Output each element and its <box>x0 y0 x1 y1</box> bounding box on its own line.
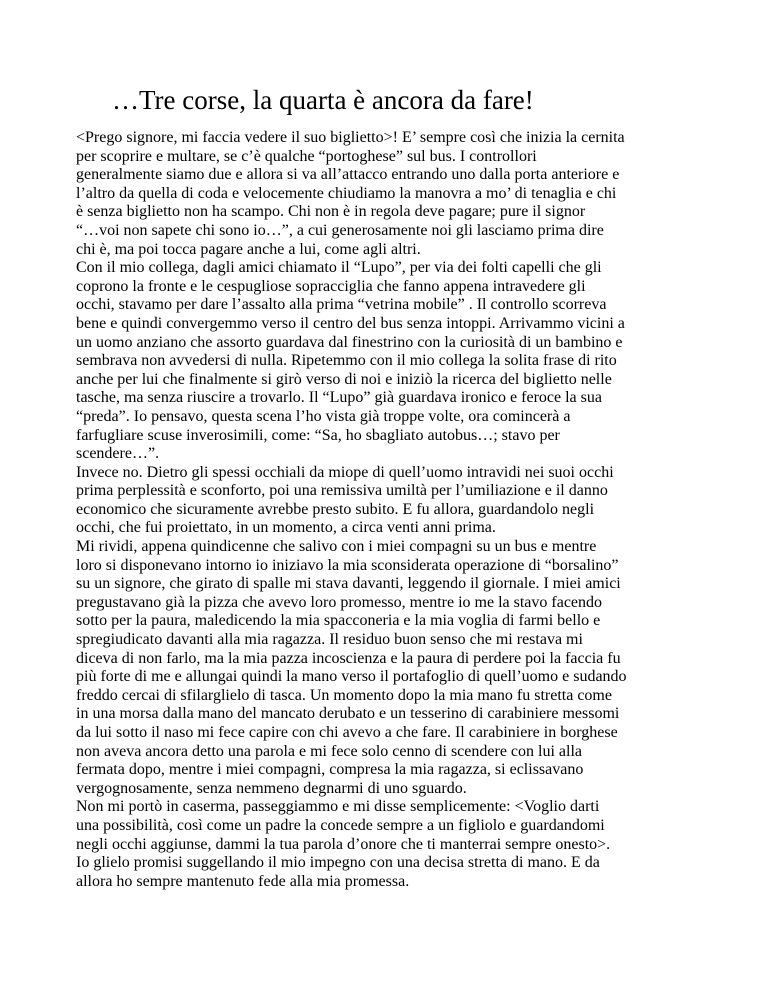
text-line: Non mi portò in caserma, passeggiammo e mi disse semplicemente: <Voglio darti <box>76 798 600 816</box>
text-line: negli occhi aggiunse, dammi la tua parola d’onore che ti manterrai sempre onesto>. <box>76 835 611 853</box>
text-line: Mi rividi, appena quindicenne che salivo con i miei compagni su un bus e mentre <box>76 538 597 556</box>
text-line: bene e quindi convergemmo verso il centro del bus senza intoppi. Arrivammo vicini a <box>76 314 625 332</box>
text-line: “preda”. Io pensavo, questa scena l’ho vista già troppe volte, ora comincerà a <box>76 407 571 425</box>
text-line: l’altro da quella di coda e velocemente chiudiamo la manovra a mo’ di tenaglia e chi <box>76 184 617 202</box>
text-line: pregustavano già la pizza che avevo loro promesso, mentre io me la stavo facendo <box>76 593 603 611</box>
text-line: economico che sicuramente avrebbe presto subito. E fu allora, guardandolo negli <box>76 500 595 518</box>
document-body <box>76 129 698 891</box>
text-line: coprono la fronte e le cespugliose sopracciglia che fanno appena intravedere gli <box>76 277 586 295</box>
text-line: vergognosamente, senza nemmeno degnarmi di uno sguardo. <box>76 779 467 797</box>
text-line: freddo cercai di sfilarglielo di tasca. Un momento dopo la mia mano fu stretta come <box>76 686 612 704</box>
text-line: diceva di non farlo, ma la mia pazza incoscienza e la paura di perdere poi la faccia fu <box>76 649 621 667</box>
document-title: …Tre corse, la quarta è ancora da fare! <box>112 85 534 115</box>
text-line: occhi, stavamo per dare l’assalto alla prima “vetrina mobile” . Il controllo scorreva <box>76 296 607 314</box>
text-line: in una morsa dalla mano del mancato derubato e un tesserino di carabiniere messomi <box>76 705 620 723</box>
text-line: su un signore, che girato di spalle mi stava davanti, leggendo il giornale. I miei amici <box>76 575 621 593</box>
text-line: Con il mio collega, dagli amici chiamato il “Lupo”, per via dei folti capelli che gli <box>76 259 602 277</box>
text-line: fermata dopo, mentre i miei compagni, compresa la mia ragazza, si eclissavano <box>76 761 584 779</box>
text-line: allora ho sempre mantenuto fede alla mia promessa. <box>76 872 410 890</box>
text-line: Io glielo promisi suggellando il mio impegno con una decisa stretta di mano. E da <box>76 854 600 872</box>
text-line: per scoprire e multare, se c’è qualche “portoghese” sul bus. I controllori <box>76 147 537 165</box>
text-line: è senza biglietto non ha scampo. Chi non è in regola deve pagare; pure il signor <box>76 203 586 221</box>
text-line: non aveva ancora detto una parola e mi fece solo cenno di scendere con lui alla <box>76 742 582 760</box>
text-line: <Prego signore, mi faccia vedere il suo biglietto>! E’ sempre così che inizia la cernita <box>76 129 625 146</box>
text-line: più forte di me e allungai quindi la mano verso il portafoglio di quell’uomo e sudando <box>76 668 627 686</box>
text-line: chi è, ma poi tocca pagare anche a lui, come agli altri. <box>76 240 421 258</box>
text-line: anche per lui che finalmente si girò verso di noi e iniziò la ricerca del biglietto nelle <box>76 370 612 388</box>
text-line: loro si disponevano intorno io iniziavo la mia sconsiderata operazione di “borsalino” <box>76 556 619 574</box>
text-line: un uomo anziano che assorto guardava dal finestrino con la curiosità di un bambino e <box>76 333 623 351</box>
text-line: scendere…”. <box>76 445 160 463</box>
text-line: “…voi non sapete chi sono io…”, a cui generosamente noi gli lasciamo prima dire <box>76 221 604 239</box>
text-line: una possibilità, così come un padre la concede sempre a un figliolo e guardandomi <box>76 816 605 834</box>
text-line: generalmente siamo due e allora si va all’attacco entrando uno dalla porta anteriore e <box>76 166 620 184</box>
text-line: occhi, che fui proiettato, in un momento, a circa venti anni prima. <box>76 519 496 537</box>
text-line: spregiudicato davanti alla mia ragazza. Il residuo buon senso che mi restava mi <box>76 631 583 649</box>
text-line: sembrava non avvedersi di nulla. Ripetemmo con il mio collega la solita frase di rito <box>76 352 617 370</box>
text-line: Invece no. Dietro gli spessi occhiali da miope di quell’uomo intravidi nei suoi occhi <box>76 463 614 481</box>
text-line: tasche, ma senza riuscire a trovarlo. Il “Lupo” già guardava ironico e feroce la sua <box>76 389 602 407</box>
text-line: prima perplessità e sconforto, poi una remissiva umiltà per l’umiliazione e il danno <box>76 482 608 500</box>
text-line: sotto per la paura, maledicendo la mia spacconeria e la mia voglia di farmi bello e <box>76 612 601 630</box>
text-line: da lui sotto il naso mi fece capire con chi avevo a che fare. Il carabiniere in borghese <box>76 724 618 741</box>
text-line: farfugliare scuse inverosimili, come: “Sa, ho sbagliato autobus…; stavo per <box>76 426 560 444</box>
